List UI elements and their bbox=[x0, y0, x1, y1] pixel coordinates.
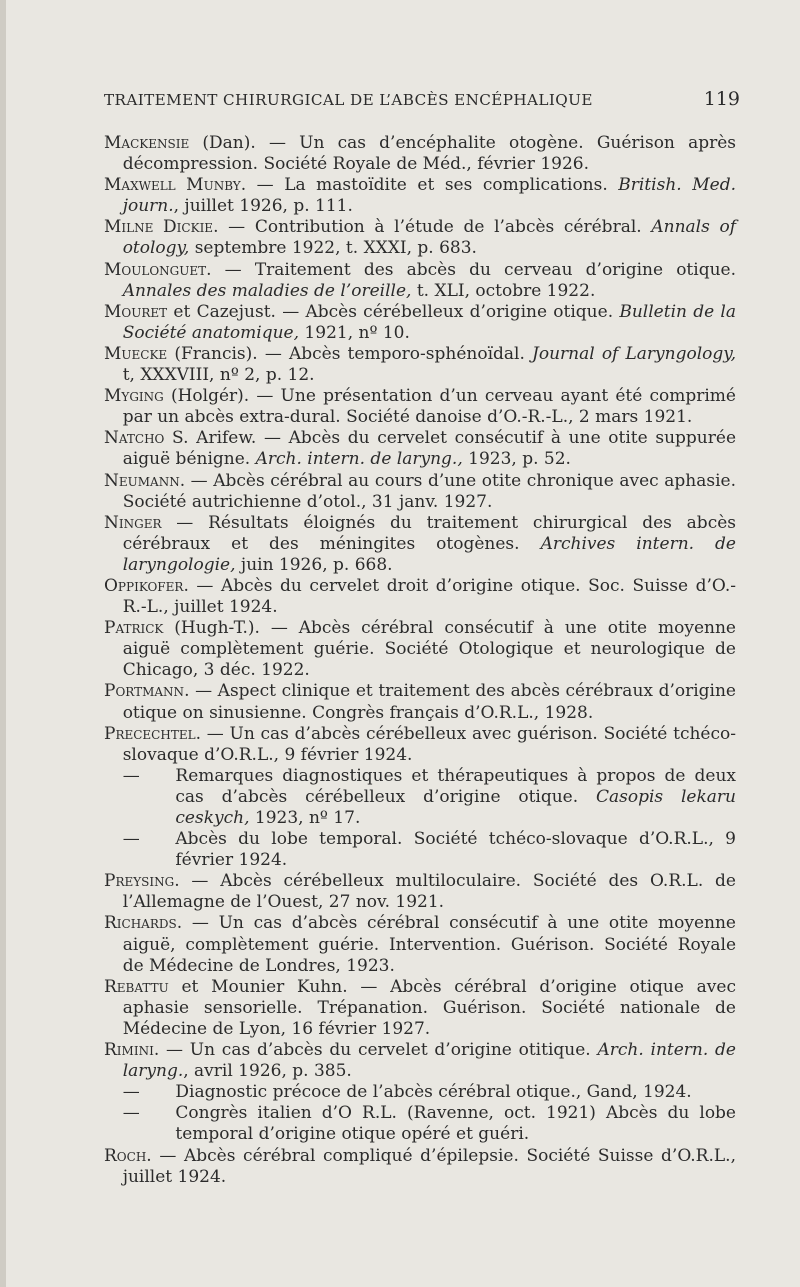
entry-text: Diagnostic précoce de l’abcès cérébral otique., Gand, 1924. bbox=[175, 1082, 692, 1103]
entry-text: et Cazejust. — Abcès cérébelleux d’origine otique. bbox=[167, 301, 620, 322]
bibliography-entry bbox=[104, 829, 736, 871]
entry-journal: Arch. intern. de laryng., bbox=[255, 449, 463, 470]
bibliography-entry bbox=[104, 618, 736, 681]
bibliography-entry bbox=[104, 871, 736, 913]
entry-author: Precechtel bbox=[104, 723, 196, 744]
entry-author: Rebattu bbox=[104, 976, 169, 997]
entry-text: . — Abcès cérébral au cours d’une otite chronique avec aphasie. Société autrichienne d’otol., 31 janv. 1927. bbox=[122, 470, 736, 512]
bibliography-entry bbox=[104, 217, 736, 259]
entry-author: Maxwell Munby bbox=[104, 175, 241, 196]
entry-text: . — Contribution à l’étude de l’abcès cérébral. bbox=[213, 217, 652, 238]
entry-details: 1921, nº 10. bbox=[299, 322, 410, 343]
bibliography-entry bbox=[104, 1040, 736, 1082]
bibliography-entry bbox=[104, 1103, 736, 1145]
entry-text: . — Un cas d’abcès cérébral consécutif à une otite moyenne aiguë, complètement guérie. Intervention. Guérison. Société Royale de Médecine de Londres, 1923. bbox=[122, 913, 736, 976]
entry-details: septembre 1922, t. XXXI, p. 683. bbox=[189, 238, 477, 259]
entry-details: , juillet 1926, p. 111. bbox=[173, 196, 353, 217]
entry-text: Congrès italien d’O R.L. (Ravenne, oct. 1921) Abcès du lobe temporal d’origine otique opéré et guéri. bbox=[175, 1103, 736, 1145]
repeat-author-dash: — bbox=[122, 765, 140, 786]
running-title: TRAITEMENT CHIRURGICAL DE L’ABCÈS ENCÉPHALIQUE bbox=[104, 91, 593, 109]
entry-author: Myging bbox=[104, 386, 164, 407]
entry-text: (Dan). — Un cas d’encéphalite otogène. Guérison après décompression. Société Royale de Méd., février 1926. bbox=[122, 133, 736, 175]
entry-author: Ninger bbox=[104, 512, 162, 533]
entry-text: Remarques diagnostiques et thérapeutiques à propos de deux cas d’abcès cérébelleux d’origine otique. bbox=[175, 765, 736, 807]
entry-text: . — Un cas d’abcès du cervelet d’origine otitique. bbox=[153, 1040, 598, 1061]
entry-author: Preysing bbox=[104, 871, 175, 892]
entry-author: Richards bbox=[104, 913, 177, 934]
entry-journal: Archives intern. de laryngologie, bbox=[122, 533, 736, 575]
entry-details: juin 1926, p. 668. bbox=[235, 554, 393, 575]
entry-text: . — Abcès du cervelet droit d’origine otique. Soc. Suisse d’O.-R.-L., juillet 1924. bbox=[122, 575, 736, 618]
entry-author: Portmann bbox=[104, 681, 185, 702]
entry-text: — Résultats éloignés du traitement chirurgical des abcès cérébraux et des méningites otogènes. bbox=[122, 512, 736, 554]
entry-journal: Journal of Laryngology, bbox=[532, 343, 737, 364]
entry-author: Mackensie bbox=[104, 133, 190, 153]
entry-author: Roch bbox=[104, 1145, 147, 1166]
bibliography-entry bbox=[104, 766, 736, 829]
running-header bbox=[104, 88, 740, 110]
bibliography-entry bbox=[104, 428, 736, 470]
entry-text: . — Traitement des abcès du cerveau d’origine otique. bbox=[206, 259, 736, 280]
bibliography-entry bbox=[104, 724, 736, 766]
page-number: 119 bbox=[703, 88, 740, 110]
bibliography-entry bbox=[104, 133, 736, 175]
bibliography-entry bbox=[104, 302, 736, 344]
bibliography-entry bbox=[104, 175, 736, 217]
bibliography-entry bbox=[104, 576, 736, 618]
entry-details: 1923, p. 52. bbox=[462, 449, 571, 470]
repeat-author-dash: — bbox=[122, 1103, 140, 1124]
entry-author: Natcho bbox=[104, 428, 165, 449]
entry-text: . — Un cas d’abcès cérébelleux avec guérison. Société tchéco-slovaque d’O.R.L., 9 février 1924. bbox=[122, 723, 736, 765]
bibliography-entry bbox=[104, 260, 736, 302]
entry-text: . — Aspect clinique et traitement des abcès cérébraux d’origine otique on sinusienne. Congrès français d’O.R.L., 1928. bbox=[122, 681, 736, 723]
entry-text: S. Arifew. — Abcès du cervelet consécutif à une otite suppurée aiguë bénigne. bbox=[122, 428, 736, 470]
entry-text: . — Abcès cérébelleux multiloculaire. Société des O.R.L. de l’Allemagne de l’Ouest, 27 nov. 1921. bbox=[122, 871, 736, 913]
bibliography-entry bbox=[104, 977, 736, 1040]
entry-details: , avril 1926, p. 385. bbox=[183, 1061, 352, 1082]
entry-details: t. XLI, octobre 1922. bbox=[411, 280, 596, 301]
entry-journal: Annales des maladies de l’oreille, bbox=[122, 280, 412, 301]
entry-author: Patrick bbox=[104, 618, 164, 639]
repeat-author-dash: — bbox=[122, 829, 140, 850]
entry-author: Mouret bbox=[104, 301, 168, 322]
entry-text: . — La mastoïdite et ses complications. bbox=[240, 175, 619, 196]
bibliography-entry bbox=[104, 913, 736, 976]
bibliography-entry bbox=[104, 681, 736, 723]
entry-journal: Arch. intern. de laryng. bbox=[122, 1040, 736, 1082]
entry-author: Oppikofer bbox=[104, 575, 184, 596]
entry-journal: Annals of otology, bbox=[122, 217, 737, 259]
entry-details: t, XXXVIII, nº 2, p. 12. bbox=[122, 365, 315, 386]
entry-text: et Mounier Kuhn. — Abcès cérébral d’origine otique avec aphasie sensorielle. Trépanation. Guérison. Société nationale de Médecine de Lyon, 16 février 1927. bbox=[122, 976, 736, 1039]
entry-text: . — Abcès cérébral compliqué d’épilepsie. Société Suisse d’O.R.L., juillet 1924. bbox=[122, 1145, 736, 1187]
bibliography-entry bbox=[104, 344, 736, 386]
entry-author: Moulonguet bbox=[104, 259, 207, 280]
entry-journal: Casopis lekaru ceskych, bbox=[175, 786, 736, 828]
bibliography-entry bbox=[104, 1082, 736, 1103]
entry-journal: Bulletin de la Société anatomique, bbox=[122, 301, 736, 343]
entry-journal: British. Med. journ. bbox=[122, 175, 736, 217]
bibliography-entry bbox=[104, 513, 736, 576]
entry-text: (Holgér). — Une présentation d’un cerveau ayant été comprimé par un abcès extra-dural. Société danoise d’O.-R.-L., 2 mars 1921. bbox=[122, 386, 736, 428]
entry-author: Neumann bbox=[104, 470, 180, 491]
entry-author: Milne Dickie bbox=[104, 217, 214, 238]
bibliography-list bbox=[104, 133, 736, 1188]
entry-text: Abcès du lobe temporal. Société tchéco-slovaque d’O.R.L., 9 février 1924. bbox=[175, 829, 736, 871]
bibliography-entry bbox=[104, 471, 736, 513]
page-edge bbox=[0, 0, 6, 1287]
entry-author: Muecke bbox=[104, 343, 168, 364]
bibliography-entry bbox=[104, 1146, 736, 1188]
entry-details: 1923, nº 17. bbox=[249, 808, 361, 828]
bibliography-entry bbox=[104, 386, 736, 428]
entry-author: Rimini bbox=[104, 1040, 154, 1061]
repeat-author-dash: — bbox=[122, 1082, 140, 1103]
entry-text: (Hugh-T.). — Abcès cérébral consécutif à une otite moyenne aiguë complètement guérie. Société Otologique et neurologique de Chicago, 3 déc. 1922. bbox=[122, 618, 736, 681]
entry-text: (Francis). — Abcès temporo-sphénoïdal. bbox=[167, 343, 533, 364]
